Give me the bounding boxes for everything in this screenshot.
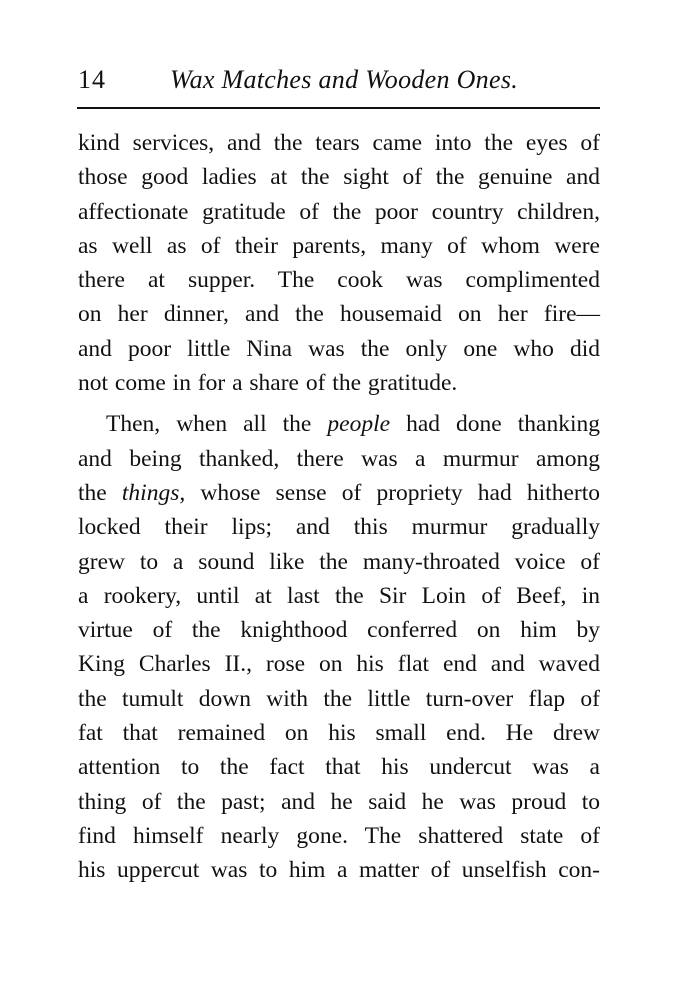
text-line	[78, 160, 600, 194]
text-segment: grew to a sound like the many-throated voice of	[78, 548, 600, 575]
text-segment: his uppercut was to him a matter of unselfish con-	[78, 857, 600, 884]
page-number: 14	[78, 65, 106, 94]
text-segment: King Charles II., rose on his flat end and waved	[78, 651, 600, 678]
text-line	[78, 785, 600, 819]
text-line	[78, 579, 600, 613]
italic-phrase: things,	[121, 479, 186, 506]
text-line	[78, 613, 600, 647]
body-text	[78, 126, 600, 888]
running-title: Wax Matches and Wooden Ones.	[170, 65, 519, 94]
paragraph	[78, 126, 600, 400]
page-header	[78, 62, 600, 98]
text-line	[78, 510, 600, 544]
text-segment: the	[78, 479, 122, 506]
text-segment: and poor little Nina was the only one who did	[78, 335, 600, 362]
text-segment: Then, when all the	[106, 411, 328, 438]
text-line	[78, 366, 600, 400]
text-segment: thing of the past; and he said he was proud to	[78, 788, 600, 815]
text-line	[78, 476, 600, 510]
text-line	[78, 853, 600, 887]
text-segment: fat that remained on his small end. He drew	[78, 720, 600, 747]
text-segment: had done thanking	[390, 411, 600, 438]
text-segment: there at supper. The cook was complimented	[78, 267, 600, 294]
text-line	[78, 545, 600, 579]
text-line	[78, 126, 600, 160]
text-line	[78, 442, 600, 476]
paragraph	[78, 407, 600, 887]
text-line	[78, 195, 600, 229]
text-segment: find himself nearly gone. The shattered state of	[78, 822, 600, 849]
text-line	[78, 332, 600, 366]
text-line	[78, 716, 600, 750]
text-line	[78, 263, 600, 297]
italic-phrase: people	[327, 411, 391, 438]
text-segment: as well as of their parents, many of whom were	[78, 232, 600, 259]
text-segment: those good ladies at the sight of the genuine and	[78, 164, 600, 191]
header-rule	[77, 107, 600, 109]
text-segment: kind services, and the tears came into the eyes of	[78, 130, 600, 156]
text-segment: virtue of the knighthood conferred on him by	[78, 617, 600, 644]
text-segment: whose sense of propriety had hitherto	[185, 479, 600, 506]
text-segment: locked their lips; and this murmur gradually	[78, 514, 600, 541]
text-line	[78, 647, 600, 681]
text-line	[78, 819, 600, 853]
text-line	[78, 750, 600, 784]
text-segment: a rookery, until at last the Sir Loin of Beef, in	[78, 582, 600, 609]
text-segment: attention to the fact that his undercut was a	[78, 754, 600, 781]
text-line	[78, 297, 600, 331]
text-segment: not come in for a share of the gratitude.	[78, 370, 458, 397]
text-segment: the tumult down with the little turn-over flap of	[78, 685, 600, 712]
text-line	[78, 682, 600, 716]
text-segment: and being thanked, there was a murmur among	[78, 445, 600, 472]
text-line	[78, 229, 600, 263]
text-segment: affectionate gratitude of the poor country children,	[78, 198, 600, 225]
text-segment: on her dinner, and the housemaid on her fire—	[78, 301, 600, 328]
text-line	[78, 407, 600, 441]
